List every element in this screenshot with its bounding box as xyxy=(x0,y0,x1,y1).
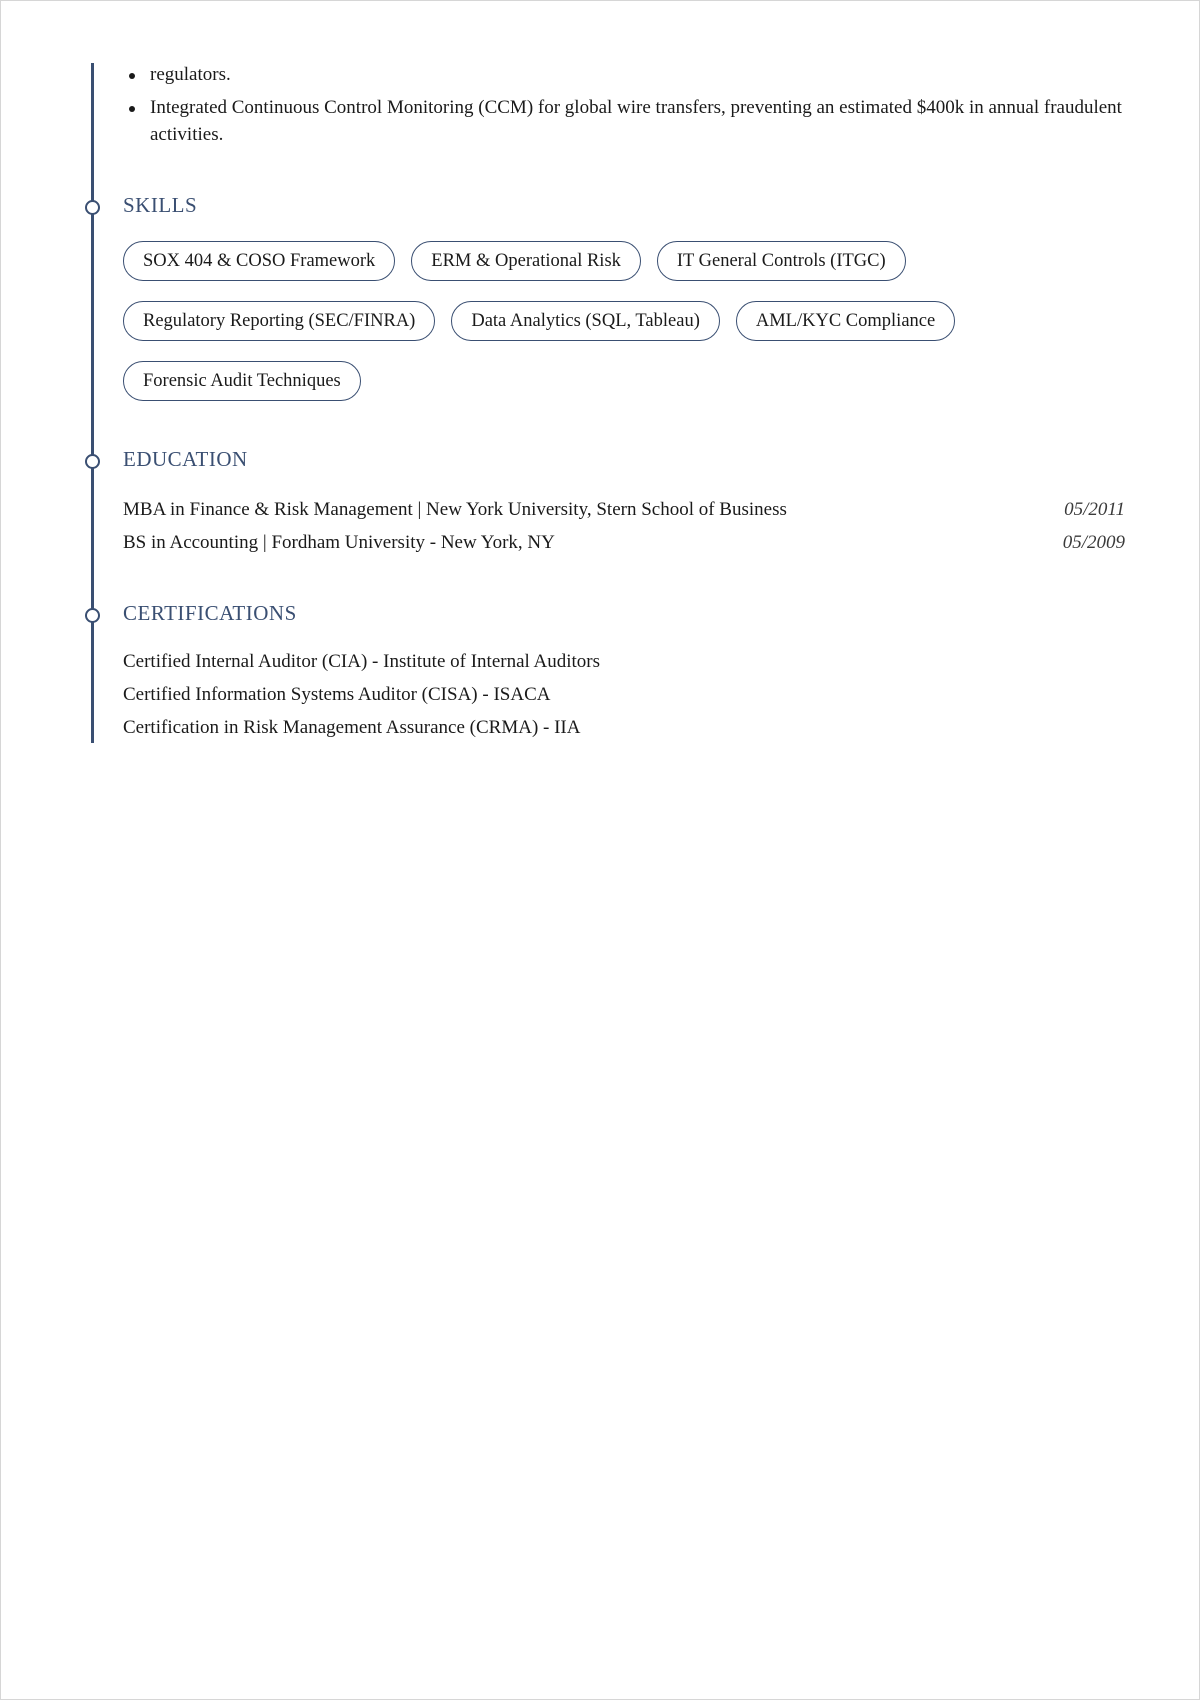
education-timeline-node xyxy=(85,454,100,469)
skills-timeline-node xyxy=(85,200,100,215)
education-separator: | xyxy=(412,499,427,520)
skills-row xyxy=(123,361,361,403)
certification-item: Certified Information Systems Auditor (CISA) - ISACA xyxy=(123,684,551,705)
education-school: Fordham University - New York, NY xyxy=(271,532,555,553)
education-entry xyxy=(123,495,1125,525)
skill-pill: Forensic Audit Techniques xyxy=(123,361,361,401)
certification-item: Certified Internal Auditor (CIA) - Institute of Internal Auditors xyxy=(123,651,600,672)
bullet-dot-icon xyxy=(129,106,135,112)
certifications-heading: CERTIFICATIONS xyxy=(123,601,297,625)
skill-pill: Regulatory Reporting (SEC/FINRA) xyxy=(123,301,435,341)
experience-bullet xyxy=(123,61,1125,88)
experience-bullet-text: Integrated Continuous Control Monitoring (CCM) for global wire transfers, preventing an estimated $400k in annual fraudulent activities. xyxy=(150,97,1122,145)
certification-item: Certification in Risk Management Assurance (CRMA) - IIA xyxy=(123,717,581,738)
skill-pill: IT General Controls (ITGC) xyxy=(657,241,906,281)
skill-pill: ERM & Operational Risk xyxy=(411,241,641,281)
education-separator: | xyxy=(258,532,272,553)
education-degree: BS in Accounting xyxy=(123,532,259,553)
skill-pill: SOX 404 & COSO Framework xyxy=(123,241,395,281)
experience-bullet xyxy=(123,94,1125,148)
skills-heading: SKILLS xyxy=(123,193,198,217)
education-heading: EDUCATION xyxy=(123,447,248,471)
timeline-line xyxy=(91,63,94,743)
experience-bullet-text: regulators. xyxy=(150,64,231,85)
education-date: 05/2009 xyxy=(1062,532,1125,553)
bullet-dot-icon xyxy=(129,73,135,79)
education-date: 05/2011 xyxy=(1064,499,1125,520)
education-entry xyxy=(123,528,1125,558)
education-school: New York University, Stern School of Business xyxy=(426,499,787,520)
experience-bullet-list xyxy=(123,61,1125,154)
education-degree: MBA in Finance & Risk Management xyxy=(123,499,413,520)
skill-pill: AML/KYC Compliance xyxy=(736,301,955,341)
skills-row xyxy=(123,301,955,343)
certifications-timeline-node xyxy=(85,608,100,623)
skills-row xyxy=(123,241,906,283)
skill-pill: Data Analytics (SQL, Tableau) xyxy=(451,301,720,341)
